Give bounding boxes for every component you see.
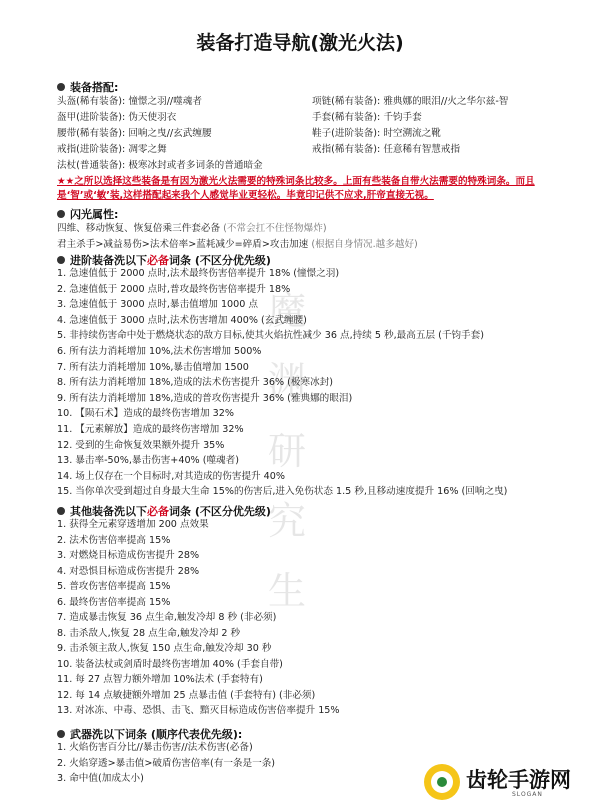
advanced-affix-item: 5. 非持续伤害命中处于燃烧状态的敌方目标,使其火焰抗性减少 36 点,持续 5 秒,最高五层 (千钧手套) — [57, 330, 484, 342]
advanced-affix-item: 14. 场上仅存在一个目标时,对其造成的伤害提升 40% — [57, 470, 286, 482]
section-weapon-title: 武器洗以下词条 (顺序代表优先级): — [70, 728, 243, 741]
bullet-icon — [57, 730, 65, 738]
flash-attribute-main: 君主杀手>减益易伤>法术倍率>蓝耗减少=碎盾>攻击加速 — [57, 239, 309, 250]
other-affix-item: 9. 击杀领主敌人,恢复 150 点生命,触发冷却 30 秒 — [57, 643, 272, 654]
advanced-affix-item: 6. 所有法力消耗增加 10%,法术伤害增加 500% — [57, 346, 262, 357]
weapon-affix-item: 2. 火焰穿透>暴击值>破盾伤害倍率(有一条是一条) — [57, 757, 276, 769]
other-affix-item: 8. 击杀敌人,恢复 28 点生命,触发冷却 2 秒 — [57, 627, 241, 639]
other-affix-item: 2. 法术伤害倍率提高 15% — [57, 534, 171, 546]
section-other-highlight: 必备 — [147, 505, 169, 518]
advanced-affix-item: 15. 当你单次受到超过自身最大生命 15%的伤害后,进入免伤状态 1.5 秒,且移动速度提升 16% (回响之曳) — [57, 486, 508, 498]
bullet-icon — [57, 210, 65, 218]
section-advanced-highlight: 必备 — [147, 254, 169, 267]
advanced-affix-item: 11. 【元素解放】造成的最终伤害增加 32% — [57, 424, 244, 435]
equip-item: 法杖(普通装备): 极寒冰封或者多词条的普通暗金 — [57, 160, 263, 171]
advanced-affix-item: 7. 所有法力消耗增加 10%,暴击值增加 1500 — [57, 361, 249, 373]
other-affix-item: 10. 装备法杖或剑盾时最终伤害增加 40% (手套自带) — [57, 658, 283, 670]
advanced-affix-item: 1. 急速值低于 2000 点时,法术最终伤害倍率提升 18% (憧憬之羽) — [57, 268, 340, 279]
other-affix-item: 3. 对燃烧目标造成伤害提升 28% — [57, 550, 200, 561]
other-affix-item: 4. 对恐惧目标造成伤害提升 28% — [57, 565, 200, 577]
advanced-affix-item: 10. 【陨石术】造成的最终伤害增加 32% — [57, 408, 234, 420]
weapon-affix-item: 3. 命中值(加成太小) — [57, 773, 144, 784]
flash-attribute-note: (根据自身情况.越多越好) — [311, 239, 418, 250]
equip-item: 鞋子(进阶装备): 时空溯流之靴 — [312, 128, 441, 139]
advanced-affix-item: 13. 暴击率-50%,暴击伤害+40% (噬魂者) — [57, 455, 239, 467]
site-name: 齿轮手游网 — [466, 768, 571, 792]
equip-item: 头盔(稀有装备): 憧憬之羽//噬魂者 — [57, 96, 202, 107]
other-affix-item: 5. 普攻伤害倍率提高 15% — [57, 581, 171, 592]
advanced-affix-item: 12. 受到的生命恢复效果额外提升 35% — [57, 439, 225, 451]
other-affix-item: 1. 获得全元素穿透增加 200 点效果 — [57, 519, 209, 530]
site-slogan: SLOGAN — [512, 791, 543, 798]
watermark: 魔 渊 研 究 生 — [268, 289, 307, 613]
section-advanced-suffix: 词条 (不区分优先级) — [169, 254, 271, 267]
section-equip-title: 装备搭配: — [70, 81, 119, 94]
weapon-affix-item: 1. 火焰伤害百分比//暴击伤害//法术伤害(必备) — [57, 742, 253, 753]
section-equip — [57, 79, 118, 95]
other-affix-item: 12. 每 14 点敏捷额外增加 25 点暴击值 (手套特有) (非必须) — [57, 689, 316, 701]
equip-item: 手套(稀有装备): 千钧手套 — [312, 112, 422, 123]
advanced-affix-item: 4. 急速值低于 3000 点时,法术伤害增加 400% (玄武缠腰) — [57, 314, 307, 326]
advanced-affix-item: 2. 急速值低于 2000 点时,普攻最终伤害倍率提升 18% — [57, 283, 291, 295]
section-flash — [57, 206, 118, 222]
flash-attribute-item — [57, 237, 418, 252]
other-affix-item: 7. 造成暴击恢复 36 点生命,触发冷却 8 秒 (非必须) — [57, 612, 277, 623]
equip-item: 盔甲(进阶装备): 伪天使羽衣 — [57, 112, 177, 123]
section-advanced-prefix: 进阶装备洗以下 — [70, 254, 147, 267]
section-flash-title: 闪光属性: — [70, 208, 119, 221]
page-title: 装备打造导航(激光火法) — [196, 32, 404, 54]
flash-attribute-item — [57, 221, 327, 236]
bullet-icon — [57, 507, 65, 515]
other-affix-item: 11. 每 27 点智力额外增加 10%法术 (手套特有) — [57, 674, 263, 685]
flash-attribute-note: (不常会扛不住怪物爆炸) — [223, 223, 327, 234]
section-other-suffix: 词条 (不区分优先级) — [169, 505, 271, 518]
equip-item: 戒指(稀有装备): 任意稀有智慧戒指 — [312, 144, 461, 155]
bullet-icon — [57, 256, 65, 264]
advanced-affix-item: 3. 急速值低于 3000 点时,暴击值增加 1000 点 — [57, 299, 258, 311]
gear-logo-icon — [424, 764, 460, 800]
equip-item: 腰带(稀有装备): 回响之曳//玄武缠腰 — [57, 128, 212, 139]
equip-item: 戒指(进阶装备): 凋零之舞 — [57, 144, 167, 155]
site-logo[interactable] — [424, 762, 584, 802]
advanced-affix-item: 8. 所有法力消耗增加 18%,造成的法术伤害提升 36% (极寒冰封) — [57, 377, 334, 389]
other-affix-item: 13. 对冰冻、中毒、恐惧、击飞、黯灭目标造成伤害倍率提升 15% — [57, 705, 340, 716]
other-affix-item: 6. 最终伤害倍率提高 15% — [57, 596, 171, 608]
warning-note: ★★之所以选择这些装备是有因为激光火法需要的特殊词条比较多。上面有些装备自带火法需要的特殊词条。而且是‘智’或‘敏’装,这样搭配起来我个人感觉毕业更轻松。毕竟印记供不应求,肝帝直接无视。 — [57, 176, 535, 201]
equip-item: 项链(稀有装备): 雅典娜的眼泪//火之华尔兹-智 — [312, 96, 509, 107]
flash-attribute-main: 四维、移动恢复、恢复倍乘三件套必备 — [57, 223, 221, 234]
bullet-icon — [57, 83, 65, 91]
section-other-prefix: 其他装备洗以下 — [70, 505, 147, 518]
advanced-affix-item: 9. 所有法力消耗增加 18%,造成的普攻伤害提升 36% (雅典娜的眼泪) — [57, 392, 353, 404]
